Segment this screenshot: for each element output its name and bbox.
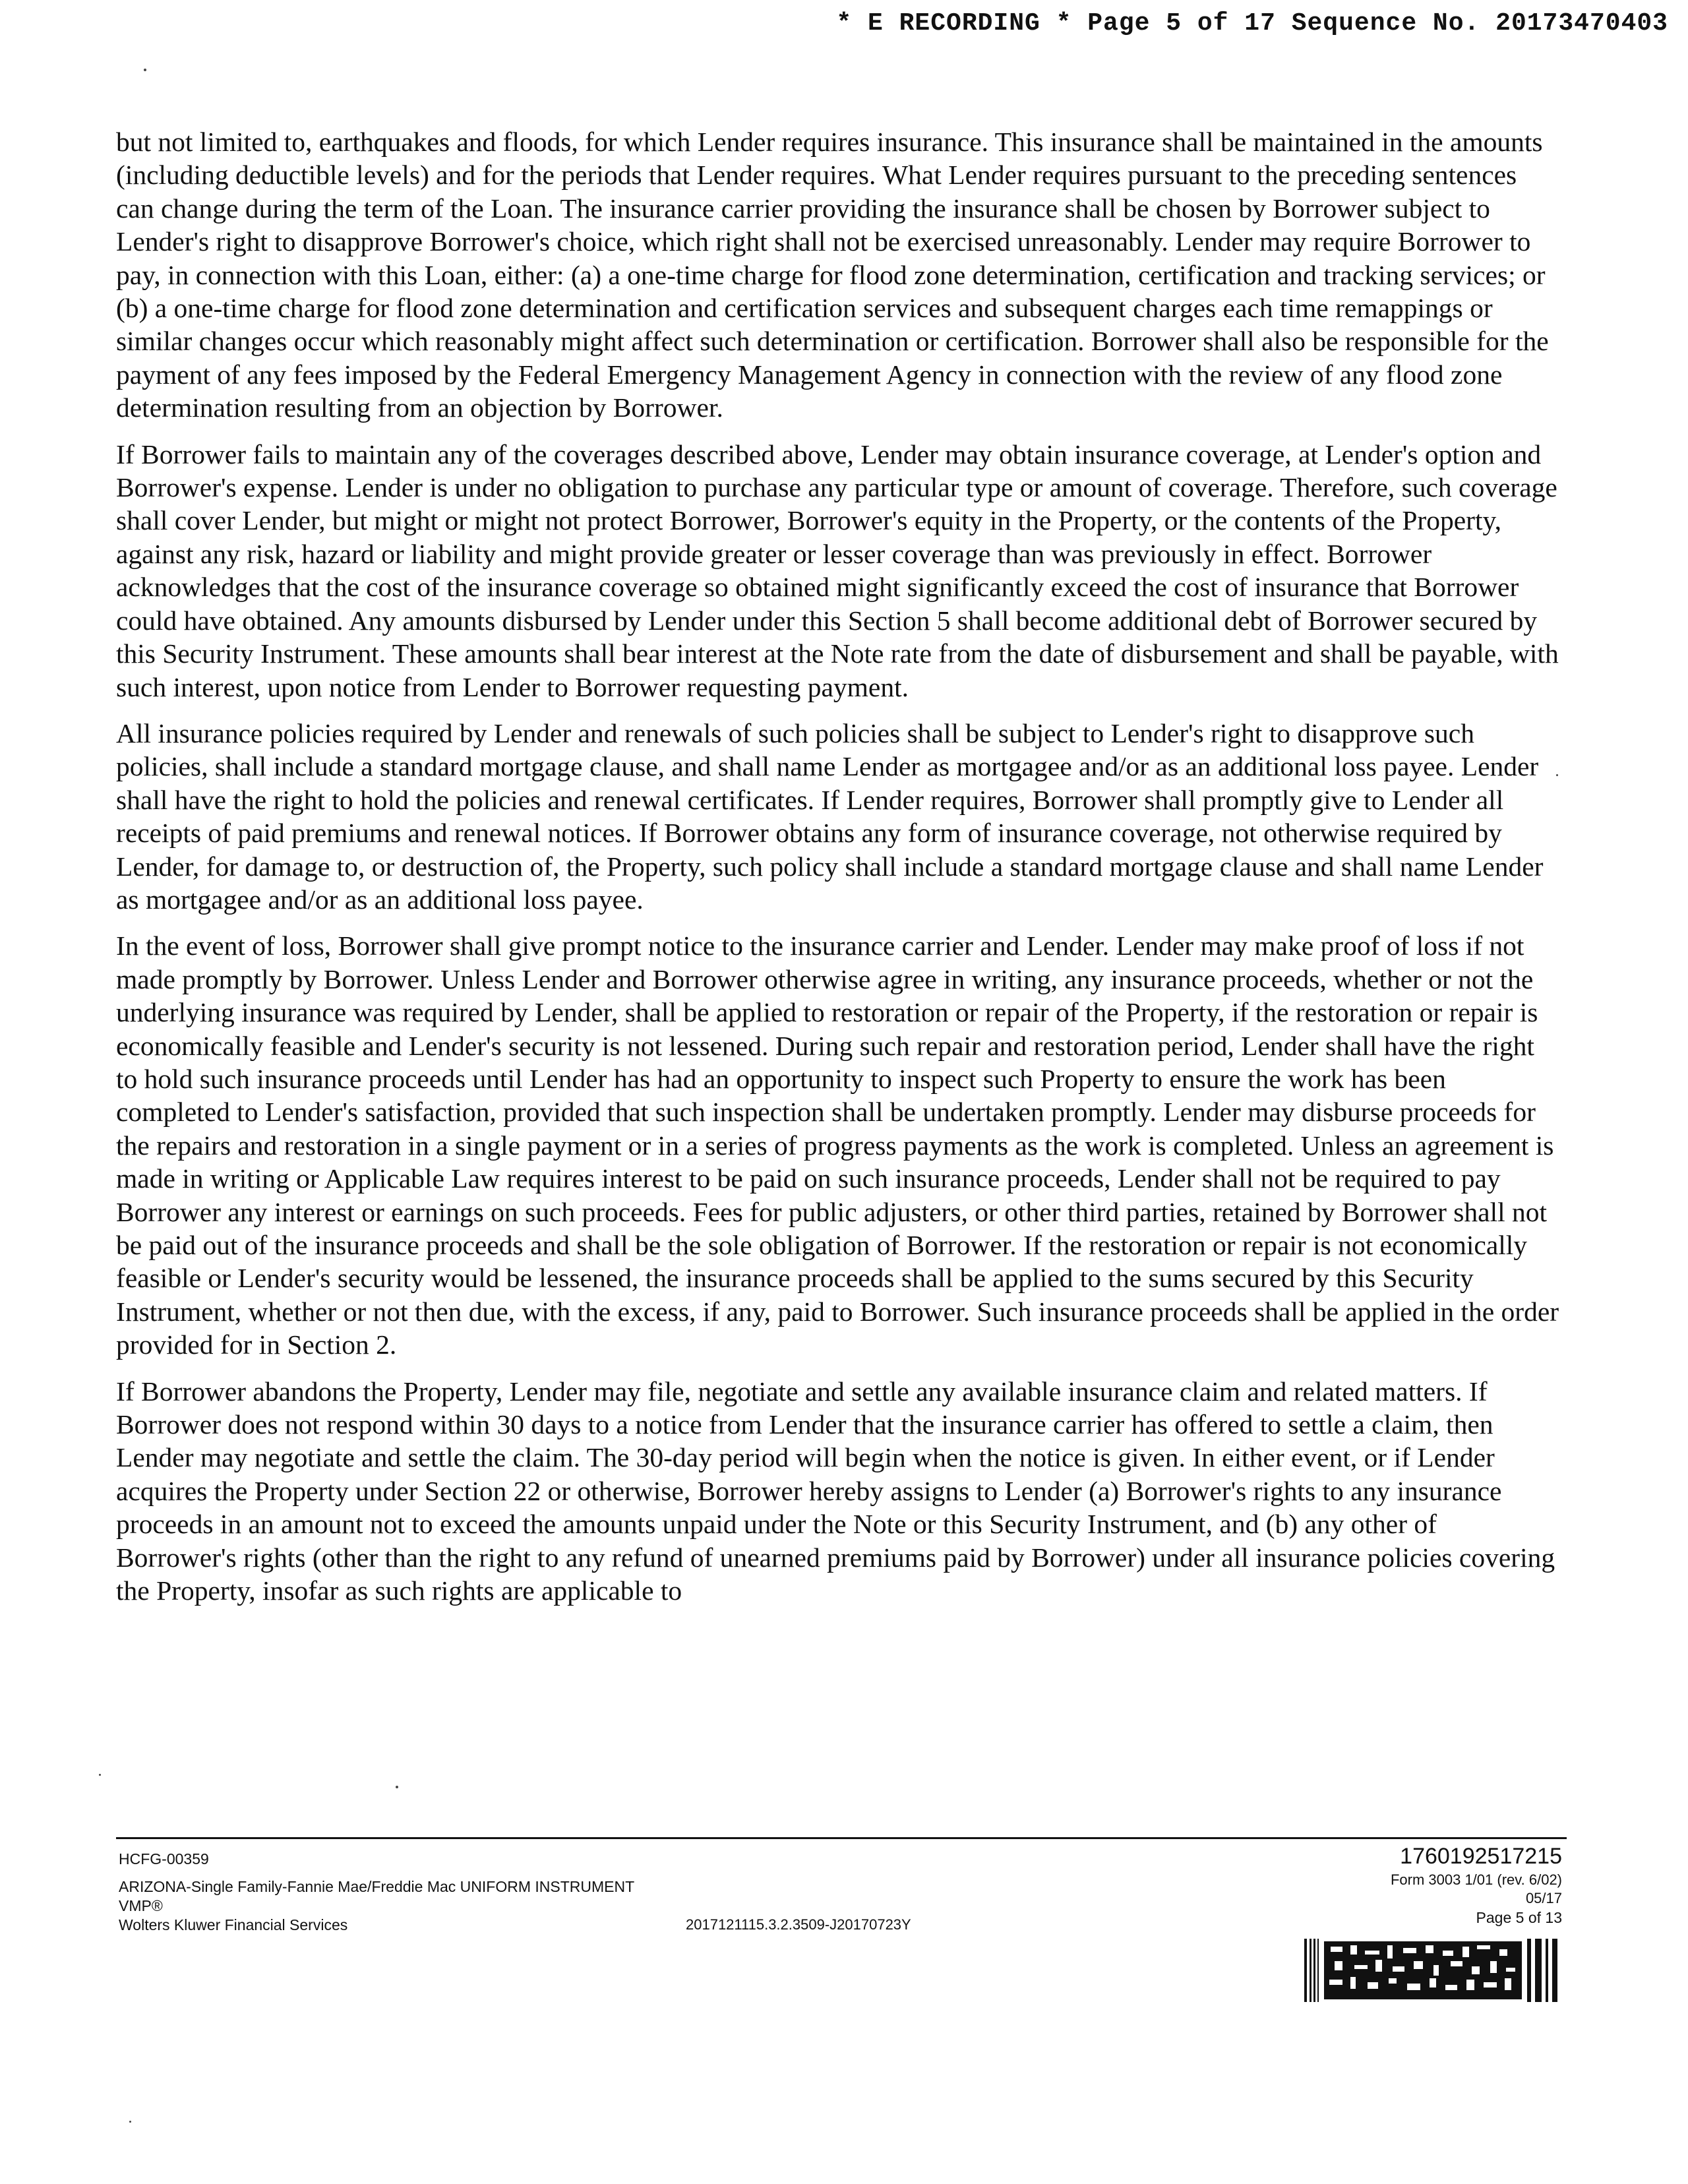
paragraph-policy-requirements: All insurance policies required by Lender and renewals of such policies shall be subject to Lender's right to disapprove such policies, shall include a standard mortgage clause, and shall name Lender as mortgagee and/or as an additional loss payee. Lender shall have the right to hold the policies and renewal certificates. If Lender requires, Borrower shall promptly give to Lender all receipts of paid premiums and renewal notices. If Borrower obtains any form of insurance coverage, not otherwise required by Lender, for damage to, or destruction of, the Property, such policy shall include a standard mortgage clause and shall name Lender as mortgagee and/or as an additional loss payee.: [116, 717, 1544, 915]
recording-header: * E RECORDING * Page 5 of 17 Sequence No. 20173470403: [836, 9, 1668, 38]
footer-vmp: VMP®: [119, 1897, 163, 1914]
paragraph-flood-insurance: but not limited to, earthquakes and floods, for which Lender requires insurance. This insurance shall be maintained in the amounts (including deductible levels) and for the periods that Lender requires. What Lender requires pursuant to the preceding sentences can change during the term of the Loan. The insurance carrier providing the insurance shall be chosen by Borrower subject to Lender's right to disapprove Borrower's choice, which right shall not be exercised unreasonably. Lender may require Borrower to pay, in connection with this Loan, either: (a) a one-time charge for flood zone determination, certification and tracking services; or (b) a one-time charge for flood zone determination and certification services and subsequent charges each time remappings or similar changes occur which reasonably might affect such determination or certification. Borrower shall also be responsible for the payment of any fees imposed by the Federal Emergency Management Agency in connection with the review of any flood zone determination resulting from an objection by Borrower.: [116, 127, 1549, 423]
document-body: [116, 125, 1560, 1620]
footer-publisher: Wolters Kluwer Financial Services: [119, 1916, 348, 1933]
footer-form-number: Form 3003 1/01 (rev. 6/02): [1390, 1871, 1562, 1888]
scan-speck: [99, 1774, 101, 1776]
footer-form-date: 05/17: [1525, 1890, 1562, 1906]
scan-speck: [129, 2121, 131, 2123]
scan-speck: [1556, 774, 1558, 776]
footer-instrument-title: ARIZONA-Single Family-Fannie Mae/Freddie Mac UNIFORM INSTRUMENT: [119, 1878, 635, 1895]
footer-form-code: HCFG-00359: [119, 1850, 209, 1867]
footer-page-label: Page 5 of 13: [1476, 1909, 1562, 1926]
scan-speck: [144, 69, 146, 71]
scan-speck: [396, 1786, 398, 1788]
paragraph-event-of-loss: In the event of loss, Borrower shall give prompt notice to the insurance carrier and Lender. Lender may make proof of loss if not made promptly by Borrower. Unless Lender and Borrower otherwise agree in writing, any insurance proceeds, whether or not the underlying insurance was required by Lender, shall be applied to restoration or repair of the Property, if the restoration or repair is economically feasible and Lender's security is not lessened. During such repair and restoration period, Lender shall have the right to hold such insurance proceeds until Lender has had an opportunity to inspect such Property to ensure the work has been completed to Lender's satisfaction, provided that such inspection shall be undertaken promptly. Lender may disburse proceeds for the repairs and restoration in a single payment or in a series of progress payments as the work is completed. Unless an agreement is made in writing or Applicable Law requires interest to be paid on such insurance proceeds, Lender shall not be required to pay Borrower any interest or earnings on such proceeds. Fees for public adjusters, or other third parties, retained by Borrower shall not be paid out of the insurance proceeds and shall be the sole obligation of Borrower. If the restoration or repair is not economically feasible or Lender's security would be lessened, the insurance proceeds shall be applied to the sums secured by this Security Instrument, whether or not then due, with the excess, if any, paid to Borrower. Such insurance proceeds shall be applied in the order provided for in Section 2.: [116, 930, 1559, 1360]
paragraph-lender-coverage: If Borrower fails to maintain any of the coverages described above, Lender may obtain insurance coverage, at Lender's option and Borrower's expense. Lender is under no obligation to purchase any particular type or amount of coverage. Therefore, such coverage shall cover Lender, but might or might not protect Borrower, Borrower's equity in the Property, or the contents of the Property, against any risk, hazard or liability and might provide greater or lesser coverage than was previously in effect. Borrower acknowledges that the cost of the insurance coverage so obtained might significantly exceed the cost of insurance that Borrower could have obtained. Any amounts disbursed by Lender under this Section 5 shall become additional debt of Borrower secured by this Security Instrument. These amounts shall bear interest at the Note rate from the date of disbursement and shall be payable, with such interest, upon notice from Lender to Borrower requesting payment.: [116, 439, 1559, 702]
barcode-graphic: [1304, 1939, 1561, 2002]
paragraph-abandonment: If Borrower abandons the Property, Lender may file, negotiate and settle any available insurance claim and related matters. If Borrower does not respond within 30 days to a notice from Lender that the insurance carrier has offered to settle a claim, then Lender may negotiate and settle the claim. The 30-day period will begin when the notice is given. In either event, or if Lender acquires the Property under Section 22 or otherwise, Borrower hereby assigns to Lender (a) Borrower's rights to any insurance proceeds in an amount not to exceed the amounts unpaid under the Note or this Security Instrument, and (b) any other of Borrower's rights (other than the right to any refund of unearned premiums paid by Borrower) under all insurance policies covering the Property, insofar as such rights are applicable to: [116, 1376, 1555, 1606]
footer-divider: [116, 1837, 1567, 1839]
footer-doc-id: 2017121115.3.2.3509-J20170723Y: [686, 1916, 911, 1933]
footer-loan-number: 1760192517215: [1400, 1844, 1562, 1869]
